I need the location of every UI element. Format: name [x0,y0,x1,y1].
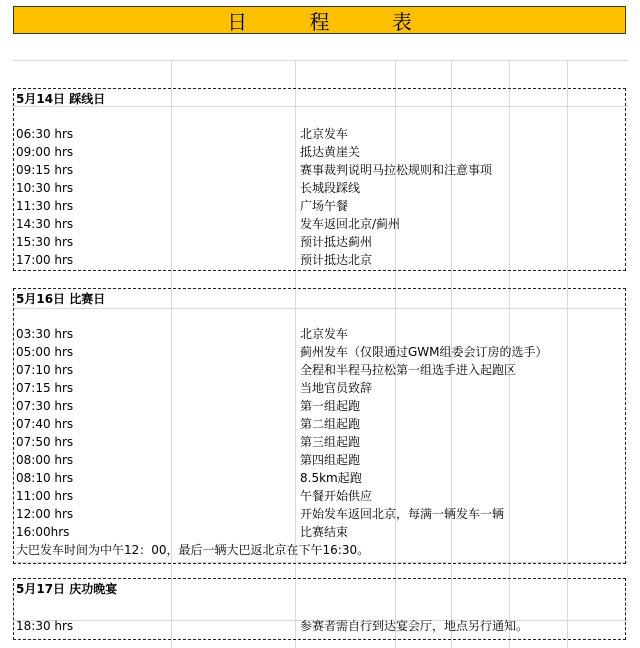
schedule-row [14,343,627,361]
row-time: 07:50 hrs [16,435,74,449]
row-event: 赛事裁判说明马拉松规则和注意事项 [300,163,493,177]
row-event: 北京发车 [300,127,349,141]
row-time: 17:00 hrs [16,253,74,267]
row-time: 07:10 hrs [16,363,74,377]
schedule-row [14,433,627,451]
row-event: 比赛结束 [300,525,349,539]
row-event: 北京发车 [300,327,349,341]
row-event: 预计抵达北京 [300,253,373,267]
schedule-title-bar [13,6,626,34]
row-event: 发车返回北京/蓟州 [300,217,401,231]
row-event: 午餐开始供应 [300,489,373,503]
schedule-row [14,397,627,415]
bus-note: 大巴发车时间为中午12：00，最后一辆大巴返北京在下午16:30。 [16,543,370,557]
row-time: 18:30 hrs [16,619,74,633]
row-event: 抵达黄崖关 [300,145,361,159]
row-time: 03:30 hrs [16,327,74,341]
schedule-row [14,451,627,469]
schedule-row [14,469,627,487]
row-time: 07:40 hrs [16,417,74,431]
row-event: 长城段踩线 [300,181,361,195]
row-time: 08:00 hrs [16,453,74,467]
row-time: 12:00 hrs [16,507,74,521]
row-event: 广场午餐 [300,199,349,213]
row-event: 蓟州发车（仅限通过GWM组委会订房的选手） [300,345,548,359]
schedule-row [14,197,627,215]
schedule-row [14,325,627,343]
row-time: 15:30 hrs [16,235,74,249]
row-event: 8.5km起跑 [300,471,362,485]
day-heading: 5月17日 庆功晚宴 [16,582,118,596]
row-time: 14:30 hrs [16,217,74,231]
row-time: 07:30 hrs [16,399,74,413]
schedule-row [14,125,627,143]
row-time: 05:00 hrs [16,345,74,359]
schedule-row [14,161,627,179]
row-time: 09:15 hrs [16,163,74,177]
schedule-row [14,523,627,541]
schedule-row [14,179,627,197]
gridline [13,60,628,61]
schedule-row [14,617,627,635]
schedule-row [14,379,627,397]
day-heading: 5月14日 踩线日 [16,92,106,106]
row-event: 全程和半程马拉松第一组选手进入起跑区 [300,363,517,377]
row-time: 09:00 hrs [16,145,74,159]
schedule-row [14,215,627,233]
day-section-3 [13,578,626,640]
schedule-row [14,143,627,161]
row-event: 第三组起跑 [300,435,361,449]
page-title: 日 程 表 [227,9,440,34]
schedule-sheet [13,60,628,648]
row-event: 参赛者需自行到达宴会厅，地点另行通知。 [300,619,529,633]
day-heading: 5月16日 比赛日 [16,292,106,306]
schedule-row [14,361,627,379]
schedule-row [14,415,627,433]
row-event: 第二组起跑 [300,417,361,431]
row-time: 11:00 hrs [16,489,74,503]
row-time: 07:15 hrs [16,381,74,395]
row-event: 第一组起跑 [300,399,361,413]
day-section-2 [13,288,626,564]
row-event: 第四组起跑 [300,453,361,467]
day-section-1 [13,88,626,271]
row-time: 08:10 hrs [16,471,74,485]
schedule-row [14,233,627,251]
schedule-row [14,505,627,523]
schedule-row [14,487,627,505]
row-time: 06:30 hrs [16,127,74,141]
row-event: 预计抵达蓟州 [300,235,373,249]
row-time: 11:30 hrs [16,199,74,213]
row-event: 开始发车返回北京，每满一辆发车一辆 [300,507,505,521]
schedule-row [14,251,627,269]
row-time: 10:30 hrs [16,181,74,195]
row-event: 当地官员致辞 [300,381,373,395]
row-time: 16:00hrs [16,525,70,539]
